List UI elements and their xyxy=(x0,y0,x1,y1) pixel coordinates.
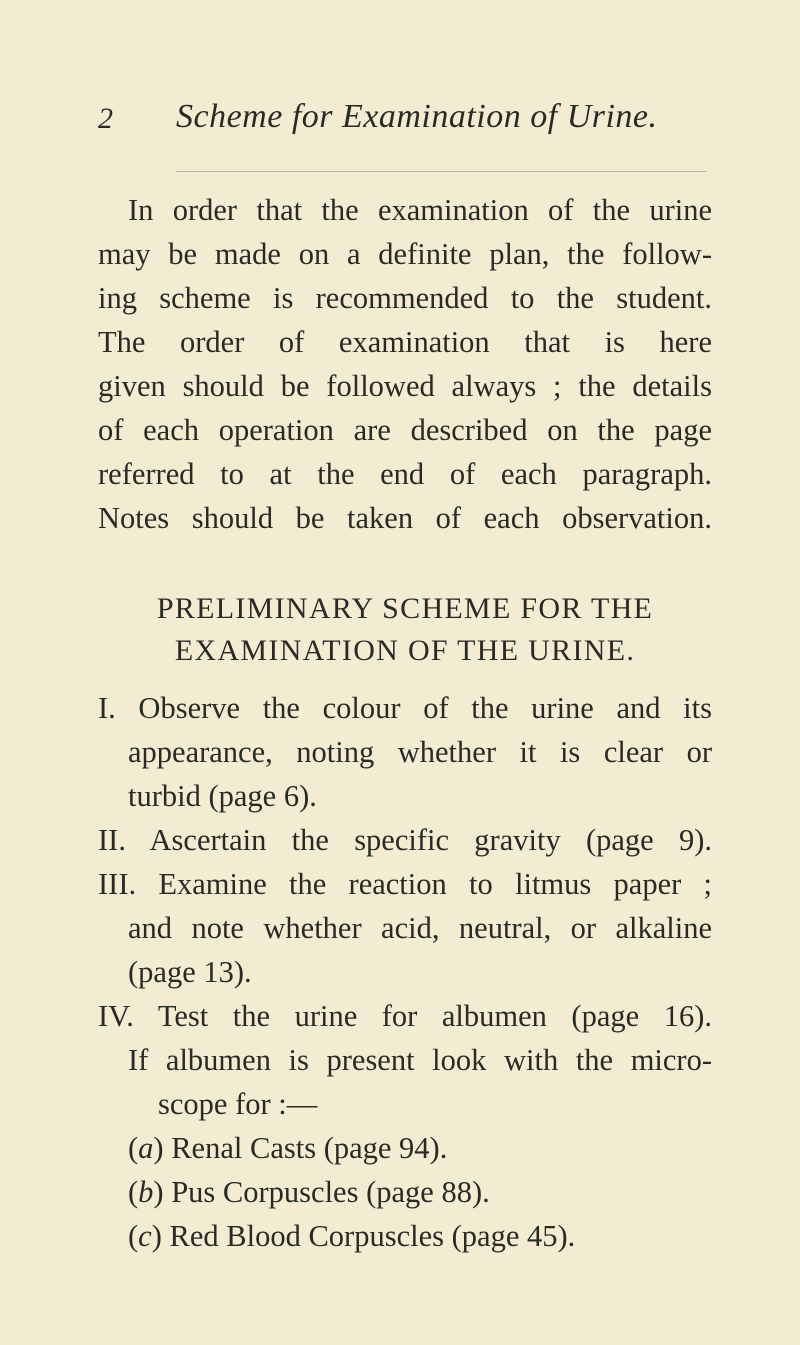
page-number: 2 xyxy=(98,102,113,135)
section-heading-line: PRELIMINARY SCHEME FOR THE xyxy=(156,592,654,625)
intro-line: of each operation are described on the page xyxy=(98,413,712,447)
page-header xyxy=(98,98,708,148)
section-heading xyxy=(98,588,712,672)
intro-line: ing scheme is recommended to the student. xyxy=(98,281,712,315)
item-line: IV. Test the urine for albumen (page 16). xyxy=(98,999,712,1033)
running-title: Scheme for Examination of Urine. xyxy=(176,98,658,135)
item-line: II. Ascertain the specific gravity (page 9). xyxy=(98,823,712,857)
sub-item-text: Renal Casts (page 94). xyxy=(171,1131,448,1165)
sub-item-text: Pus Corpuscles (page 88). xyxy=(171,1175,490,1209)
item-line: and note whether acid, neutral, or alkaline xyxy=(128,911,712,945)
item-line: (page 13). xyxy=(128,955,252,989)
sub-item-text: Red Blood Corpuscles (page 45). xyxy=(169,1219,576,1253)
item-line: appearance, noting whether it is clear or xyxy=(128,735,712,769)
intro-line: In order that the examination of the urine xyxy=(128,193,712,227)
item-line: III. Examine the reaction to litmus paper ; xyxy=(98,867,712,901)
intro-line: may be made on a definite plan, the follow- xyxy=(98,237,712,271)
intro-line: referred to at the end of each paragraph. xyxy=(98,457,712,491)
scheme-item-i xyxy=(98,686,712,818)
header-rule xyxy=(176,171,706,172)
section-heading-line: EXAMINATION OF THE URINE. xyxy=(174,634,636,667)
item-line: I. Observe the colour of the urine and its xyxy=(98,691,712,725)
item-line: scope for :— xyxy=(158,1087,318,1121)
sub-item-b: (b) Pus Corpuscles (page 88). xyxy=(128,1175,490,1209)
intro-line: The order of examination that is here xyxy=(98,325,712,359)
sub-item-a: (a) Renal Casts (page 94). xyxy=(128,1131,448,1165)
intro-line: given should be followed always ; the details xyxy=(98,369,712,403)
sub-item-letter: a xyxy=(138,1131,154,1165)
intro-line: Notes should be taken of each observation. xyxy=(98,501,712,535)
sub-item-letter: b xyxy=(138,1175,154,1209)
intro-paragraph xyxy=(98,188,712,540)
item-line: turbid (page 6). xyxy=(128,779,317,813)
scheme-list xyxy=(98,686,712,1258)
sub-item-letter: c xyxy=(138,1219,152,1253)
scheme-item-iv xyxy=(98,994,712,1258)
item-line: If albumen is present look with the micro- xyxy=(128,1043,712,1077)
scheme-item-iii xyxy=(98,862,712,994)
scheme-item-ii xyxy=(98,818,712,862)
sub-item-c: (c) Red Blood Corpuscles (page 45). xyxy=(128,1219,576,1253)
